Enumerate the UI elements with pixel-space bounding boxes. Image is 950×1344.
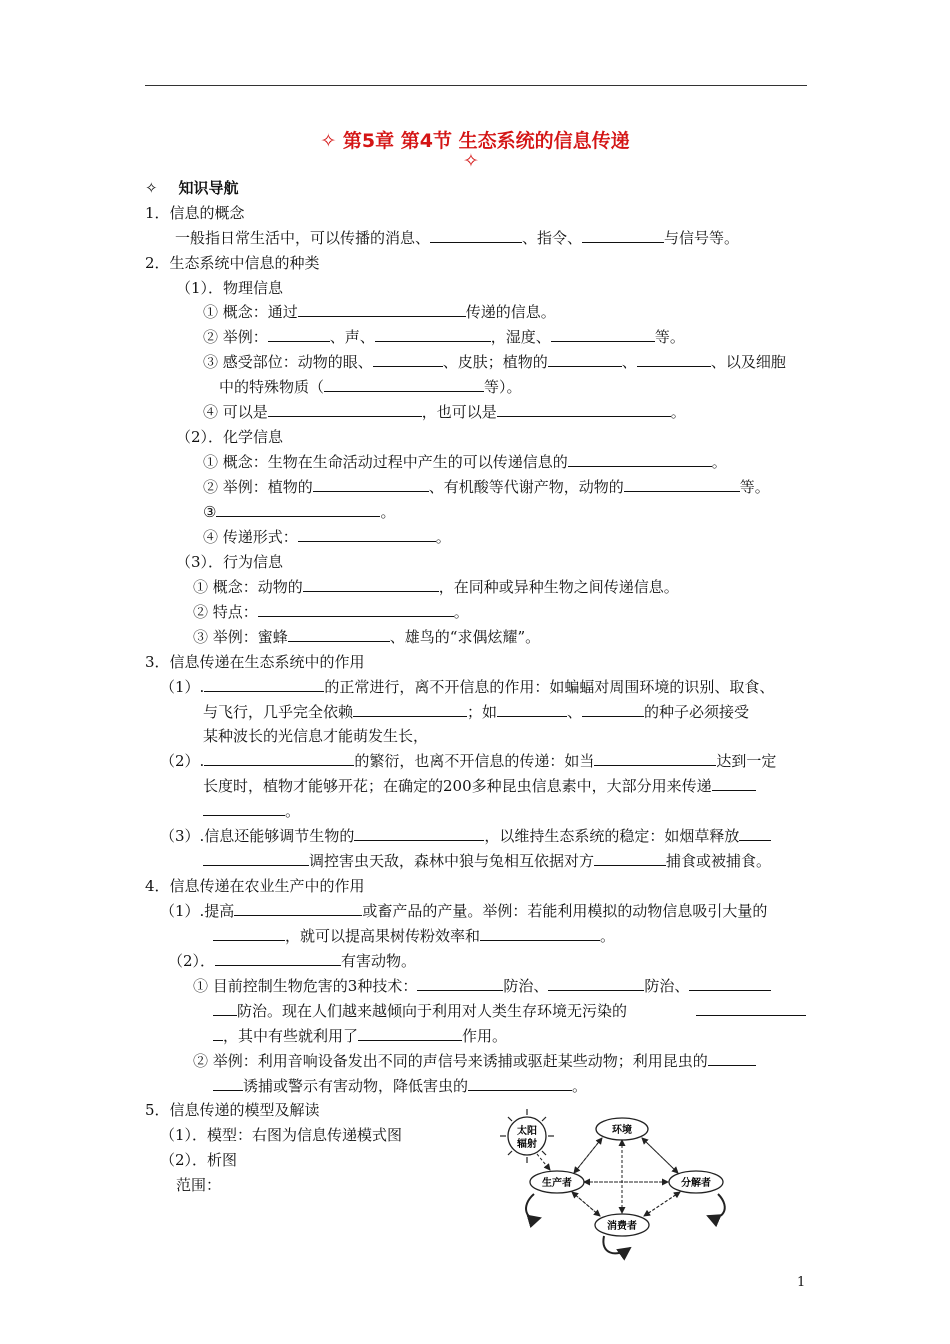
fill-blank[interactable] xyxy=(213,1002,237,1016)
s2-p2-c: ③ 。 xyxy=(203,503,396,521)
fill-blank[interactable] xyxy=(739,827,771,841)
env-label: 环境 xyxy=(612,1125,632,1136)
s3-f: 。 xyxy=(203,801,300,821)
consumer-label: 消费者 xyxy=(607,1221,637,1232)
fill-blank[interactable] xyxy=(696,1002,806,1016)
fill-blank[interactable] xyxy=(354,827,484,841)
sun-label-2: 辐射 xyxy=(517,1139,537,1150)
s5-heading: 5．信息传递的模型及解读 xyxy=(145,1101,320,1119)
decomposer-label: 分解者 xyxy=(681,1178,711,1189)
s4-d: ① 目前控制生物危害的3种技术： 防治、 防治、 xyxy=(193,976,771,996)
fill-blank[interactable] xyxy=(497,403,671,417)
fill-blank[interactable] xyxy=(480,927,600,941)
fill-blank[interactable] xyxy=(497,703,567,717)
s2-p2-heading: （2）．化学信息 xyxy=(176,428,284,446)
fill-blank[interactable] xyxy=(303,578,439,592)
fill-blank[interactable] xyxy=(582,703,644,717)
producer-label: 生产者 xyxy=(542,1178,572,1189)
s5-a: （1）．模型：右图为信息传递模式图 xyxy=(160,1126,403,1144)
info-transfer-diagram xyxy=(492,1104,742,1264)
s3-d: （2）. 的繁衍，也离不开信息的传递：如当 达到一定 xyxy=(160,752,777,770)
fill-blank[interactable] xyxy=(551,328,655,342)
fill-blank[interactable] xyxy=(324,378,484,392)
fill-blank[interactable] xyxy=(417,977,503,991)
s2-p3-b: ② 特点： 。 xyxy=(193,603,469,621)
fill-blank[interactable] xyxy=(568,453,712,467)
fill-blank[interactable] xyxy=(288,628,390,642)
fill-blank[interactable] xyxy=(298,303,466,317)
fill-blank[interactable] xyxy=(708,1052,756,1066)
s2-p3-heading: （3）．行为信息 xyxy=(176,553,284,571)
s1-heading: 1．信息的概念 xyxy=(145,204,245,222)
s4-g: ② 举例：利用音响设备发出不同的声信号来诱捕或驱赶某些动物；利用昆虫的 xyxy=(193,1051,756,1071)
page-number: 1 xyxy=(797,1275,806,1290)
fill-blank[interactable] xyxy=(373,353,443,367)
section-nav-label: 知识导航 xyxy=(178,179,239,197)
s4-c: （2）． 有害动物。 xyxy=(168,952,417,970)
s3-g: （3）.信息还能够调节生物的 ，以维持生态系统的稳定：如烟草释放 xyxy=(160,826,771,846)
s4-e: 防治。现在人们越来越倾向于利用对人类生存环境无污染的 xyxy=(213,1001,627,1021)
s3-c: 某种波长的光信息才能萌发生长， xyxy=(203,727,429,745)
fill-blank[interactable] xyxy=(213,927,285,941)
fill-blank[interactable] xyxy=(594,852,666,866)
fill-blank[interactable] xyxy=(582,229,664,243)
s2-p3-c: ③ 举例：蜜蜂 、雄鸟的“求偶炫耀”。 xyxy=(193,628,541,646)
s2-p1-a: ① 概念：通过 传递的信息。 xyxy=(203,303,556,321)
fill-blank[interactable] xyxy=(204,752,354,766)
page-title: ✧ 第5章 第4节 生态系统的信息传递 xyxy=(320,130,630,152)
fill-blank[interactable] xyxy=(268,328,330,342)
fill-blank[interactable] xyxy=(548,353,622,367)
s2-p1-c: ③ 感受部位：动物的眼、 、皮肤；植物的 、 、以及细胞 xyxy=(203,353,786,371)
s2-p1-heading: （1）．物理信息 xyxy=(176,279,284,297)
fill-blank[interactable] xyxy=(430,229,522,243)
page-title-tail: ✧ xyxy=(463,150,479,172)
s2-p2-d: ④ 传递形式： 。 xyxy=(203,528,451,546)
fill-blank[interactable] xyxy=(258,603,454,617)
fill-blank[interactable] xyxy=(594,752,716,766)
s5-c: 范围： xyxy=(176,1176,222,1194)
s2-heading: 2．生态系统中信息的种类 xyxy=(145,254,320,272)
fill-blank[interactable] xyxy=(689,977,771,991)
s3-e: 长度时，植物才能够开花；在确定的200多种昆虫信息素中，大部分用来传递 xyxy=(203,776,756,796)
s3-heading: 3．信息传递在生态系统中的作用 xyxy=(145,653,365,671)
s4-e-tail xyxy=(696,1001,806,1021)
fill-blank[interactable] xyxy=(358,1027,462,1041)
fill-blank[interactable] xyxy=(298,528,436,542)
fill-blank[interactable] xyxy=(216,503,380,517)
fill-blank[interactable] xyxy=(213,1027,223,1041)
s1-line: 一般指日常生活中，可以传播的消息、 、指令、 与信号等。 xyxy=(175,229,740,247)
s2-p2-b: ② 举例：植物的 、有机酸等代谢产物，动物的 等。 xyxy=(203,478,770,496)
s2-p1-b: ② 举例： 、声、 ，湿度、 等。 xyxy=(203,328,685,346)
fill-blank[interactable] xyxy=(204,678,324,692)
fill-blank[interactable] xyxy=(375,328,491,342)
fill-blank[interactable] xyxy=(712,777,756,791)
s4-a: （1）.提高 或畜产品的产量。举例：若能利用模拟的动物信息吸引大量的 xyxy=(160,902,768,920)
fill-blank[interactable] xyxy=(548,977,644,991)
fill-blank[interactable] xyxy=(203,852,309,866)
fill-blank[interactable] xyxy=(215,952,341,966)
s2-p2-a: ① 概念：生物在生命活动过程中产生的可以传递信息的 。 xyxy=(203,453,727,471)
fill-blank[interactable] xyxy=(353,703,467,717)
s3-h: 调控害虫天敌，森林中狼与兔相互依据对方 捕食或被捕食。 xyxy=(203,851,771,871)
fill-blank[interactable] xyxy=(268,403,422,417)
s4-b: ，就可以提高果树传粉效率和 。 xyxy=(213,926,615,946)
s4-heading: 4．信息传递在农业生产中的作用 xyxy=(145,877,365,895)
fill-blank[interactable] xyxy=(637,353,711,367)
s3-b: 与飞行，几乎完全依赖 ；如 、 的种子必须接受 xyxy=(203,703,750,721)
fill-blank[interactable] xyxy=(313,478,429,492)
fill-blank[interactable] xyxy=(234,902,362,916)
s2-p3-a: ① 概念：动物的 ，在同种或异种生物之间传递信息。 xyxy=(193,578,679,596)
s2-p1-d: 中的特殊物质（ 等）。 xyxy=(219,378,522,396)
fill-blank[interactable] xyxy=(624,478,740,492)
s2-p1-e: ④ 可以是 ，也可以是 。 xyxy=(203,403,686,421)
fill-blank[interactable] xyxy=(213,1077,243,1091)
s5-b: （2）．析图 xyxy=(160,1151,238,1169)
s4-h: 诱捕或警示有害动物，降低害虫的 。 xyxy=(213,1076,587,1096)
header-rule xyxy=(145,85,807,86)
s4-f: ，其中有些就利用了 作用。 xyxy=(213,1026,507,1046)
section-nav xyxy=(145,178,238,198)
sparkle-icon: ✧ xyxy=(145,179,158,197)
fill-blank[interactable] xyxy=(468,1077,572,1091)
s3-a: （1）. 的正常进行，离不开信息的作用：如蝙蝠对周围环境的识别、取食、 xyxy=(160,678,775,696)
sun-label-1: 太阳 xyxy=(517,1126,537,1137)
fill-blank[interactable] xyxy=(203,802,285,816)
